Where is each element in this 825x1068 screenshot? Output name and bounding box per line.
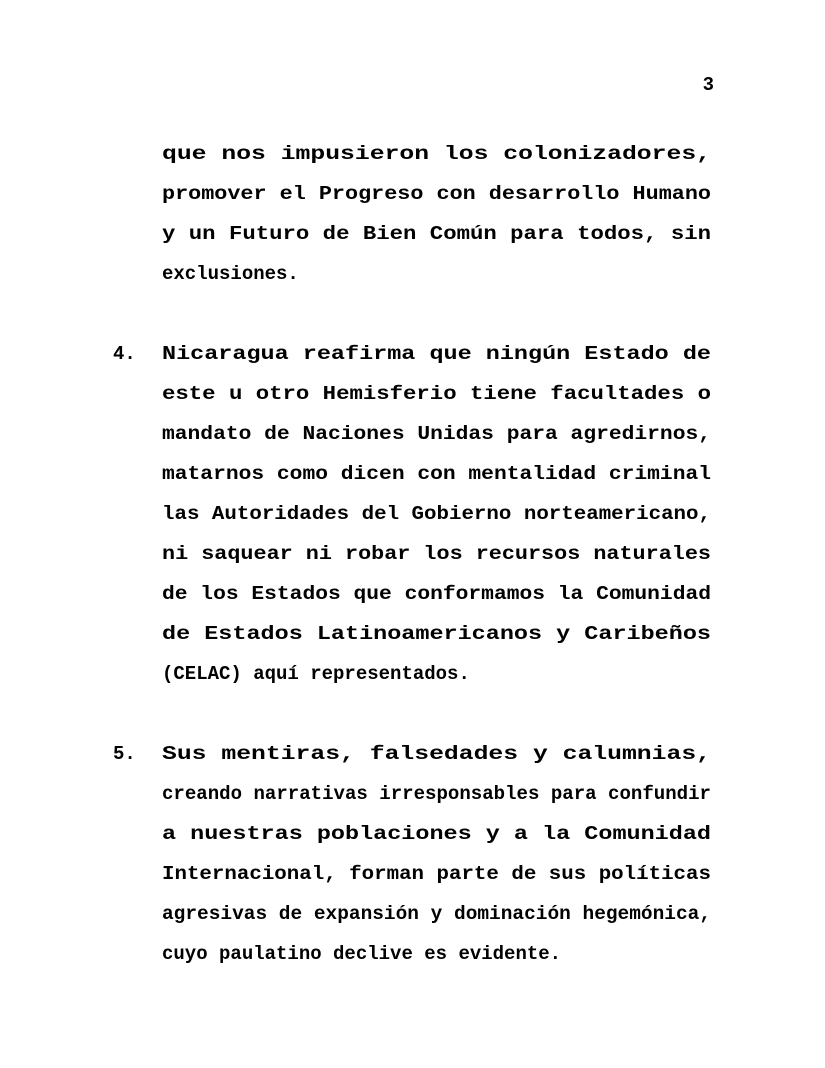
text-line-content: exclusiones. [162,263,299,285]
text-line-content: Nicaragua reafirma que ningún Estado de [162,343,711,365]
text-line-content: Sus mentiras, falsedades y calumnias, [162,743,711,765]
text-line [162,734,711,774]
text-line [162,574,711,614]
text-line-content: (CELAC) aquí representados. [162,663,470,685]
document-body [113,134,713,974]
text-line [162,174,711,214]
text-line-content: las Autoridades del Gobierno norteamericano, [162,503,711,525]
list-marker: 4. [113,343,136,365]
text-line-content: creando narrativas irresponsables para confundir [162,783,711,805]
text-line [162,534,711,574]
text-line-content: Internacional, forman parte de sus políticas [162,863,711,885]
list-marker: 5. [113,743,136,765]
text-line [162,254,711,294]
text-line [162,894,711,934]
text-line [162,374,711,414]
paragraph [113,334,713,694]
text-line [162,774,711,814]
text-line [162,934,711,974]
text-line-content: y un Futuro de Bien Común para todos, sin [162,223,711,245]
paragraph [113,134,713,294]
text-line-content: mandato de Naciones Unidas para agredirnos, [162,423,711,445]
text-line [162,854,711,894]
page-number: 3 [702,74,714,96]
text-line-content: ni saquear ni robar los recursos naturales [162,543,711,565]
text-line-content: de Estados Latinoamericanos y Caribeños [162,623,711,645]
text-line-content: de los Estados que conformamos la Comunidad [162,583,711,605]
text-line-content: que nos impusieron los colonizadores, [162,143,711,165]
paragraph [113,734,713,974]
text-line [162,614,711,654]
text-line-content: agresivas de expansión y dominación hegemónica, [162,903,711,925]
paragraph-lines [162,334,711,694]
text-line [162,414,711,454]
text-line [162,814,711,854]
text-line-content: cuyo paulatino declive es evidente. [162,943,562,965]
text-line [162,214,711,254]
text-line-content: este u otro Hemisferio tiene facultades o [162,383,711,405]
text-line [162,334,711,374]
text-line-content: promover el Progreso con desarrollo Humano [162,183,711,205]
text-line [162,134,711,174]
text-line-content: matarnos como dicen con mentalidad criminal [162,463,711,485]
text-line [162,494,711,534]
text-line [162,654,711,694]
text-line-content: a nuestras poblaciones y a la Comunidad [162,823,711,845]
paragraph-lines [162,734,711,974]
paragraph-lines [162,134,711,294]
text-line [162,454,711,494]
